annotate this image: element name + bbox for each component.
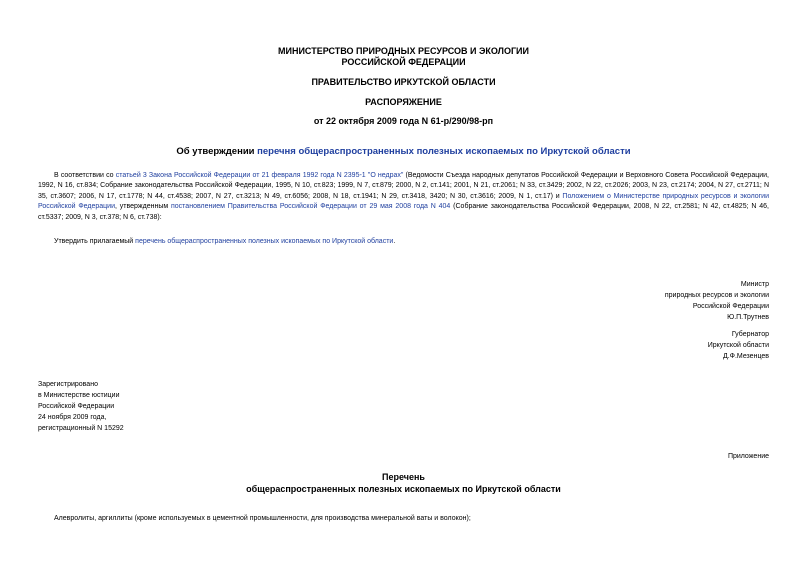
- preamble-text-3: , утвержденным: [115, 203, 171, 211]
- sig2-name: Д.Ф.Мезенцев: [722, 353, 769, 360]
- appendix-title-line-1: Перечень: [382, 472, 425, 482]
- reg-line-5: регистрационный N 15292: [38, 425, 124, 432]
- sig1-name: Ю.П.Трутнев: [727, 314, 769, 321]
- document-type: РАСПОРЯЖЕНИЕ: [365, 97, 442, 107]
- list-link[interactable]: перечень общераспространенных полезных ископаемых по Иркутской области: [135, 238, 394, 245]
- signature-minister: [665, 279, 769, 323]
- sig1-line-1: Министр: [740, 281, 769, 288]
- approve-text-2: .: [393, 238, 396, 245]
- preamble-text-4: (Собрание законодательства Российской Федерации, 2008, N 22, ст.2581; N 42, ст.4825; N 46, ст.5337; 2009, N 3, ст.378; N 6, ст.738):: [38, 203, 769, 221]
- reg-line-1: Зарегистрировано: [38, 381, 98, 388]
- law-link[interactable]: статьей 3 Закона Российской Федерации от 21 февраля 1992 года N 2395-1 "О недрах": [115, 172, 404, 179]
- sig2-line-1: Губернатор: [731, 331, 769, 338]
- document-title: [0, 146, 807, 157]
- sig2-line-2: Иркутской области: [707, 342, 769, 349]
- regulation-link[interactable]: Положением о Министерстве природных ресурсов и экологии Российской Федерации: [38, 192, 769, 211]
- paragraph-approve: [38, 237, 769, 247]
- appendix-title: [0, 471, 807, 495]
- paragraph-preamble: [38, 171, 769, 223]
- signature-governor: [708, 329, 769, 362]
- document-date-number: от 22 октября 2009 года N 61-р/290/98-рп: [313, 116, 494, 126]
- appendix-label: Приложение: [727, 453, 769, 460]
- appendix-title-line-2: общераспространенных полезных ископаемых по Иркутской области: [246, 484, 561, 494]
- reg-line-2: в Министерстве юстиции: [38, 392, 120, 399]
- ministry-header: [0, 46, 807, 68]
- approve-text-1: Утвердить прилагаемый: [54, 238, 136, 245]
- title-prefix: Об утверждении: [176, 146, 258, 157]
- reg-line-4: 24 ноября 2009 года,: [38, 414, 107, 421]
- sig1-line-3: Российской Федерации: [692, 303, 769, 310]
- ministry-line-1: МИНИСТЕРСТВО ПРИРОДНЫХ РЕСУРСОВ И ЭКОЛОГИИ: [277, 46, 529, 56]
- ministry-line-2: РОССИЙСКОЙ ФЕДЕРАЦИИ: [341, 57, 466, 67]
- reg-line-3: Российской Федерации: [38, 403, 115, 410]
- resolution-link[interactable]: постановлением Правительства Российской Федерации от 29 мая 2008 года N 404: [171, 203, 451, 211]
- preamble-text-2: (Ведомости Съезда народных депутатов Российской Федерации и Верховного Совета Российской Федерации, 1992, N 16, ст.834; Собрание законодательства Российской Федерации, 1995, N 10, ст.823; 1999, N 7, ст.879; 2000, N 2, ст.141; 2001, N 21, ст.2061; N 33, ст.3429; 2002, N 22, ст.2026; 2003, N 23, ст.2174; 2004, N 27, ст.2711; N 35, ст.3607; 2006, N 17, ст.1778; N 44, ст.4538; 2007, N 27, ст.3213; N 49, ст.6056; 2008, N 18, ст.1941; N 29, ст.3418, 3420; N 30, ст.3616; 2009, N 1, ст.17) и: [38, 172, 769, 200]
- sig1-line-2: природных ресурсов и экологии: [664, 292, 769, 299]
- registration-block: [38, 379, 124, 434]
- preamble-text-1: В соответствии со: [54, 172, 116, 179]
- title-link[interactable]: перечня общераспространенных полезных ископаемых по Иркутской области: [257, 146, 631, 157]
- government-header: ПРАВИТЕЛЬСТВО ИРКУТСКОЙ ОБЛАСТИ: [311, 77, 496, 87]
- list-item: Алевролиты, аргиллиты (кроме используемых в цементной промышленности, для производства минеральной ваты и волокон);: [54, 515, 471, 522]
